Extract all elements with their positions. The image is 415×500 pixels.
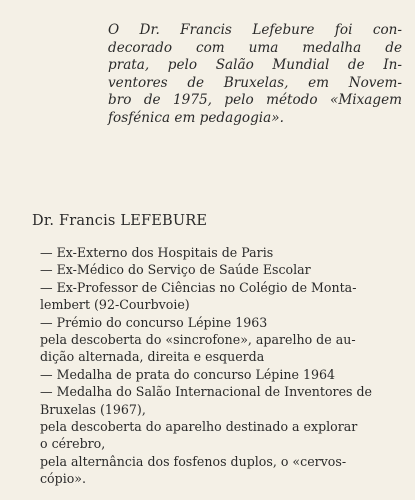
credentials-list	[40, 244, 402, 488]
credential-line: pela descoberta do aparelho destinado a explorar	[40, 419, 358, 435]
credential-line: cópio».	[40, 471, 87, 487]
credential-line: pela alternância dos fosfenos duplos, o «cervos-	[40, 453, 347, 469]
credential-line: dição alternada, direita e esquerda	[40, 349, 265, 365]
credential-line: pela descoberta do «sincrofone», aparelho de au-	[40, 332, 356, 348]
author-name: Dr. Francis LEFEBURE	[32, 213, 208, 229]
intro-line: prata, pelo Salão Mundial de In-	[108, 57, 402, 74]
credential-line: — Medalha de prata do concurso Lépine 1964	[40, 366, 335, 382]
credential-line: — Prémio do concurso Lépine 1963	[40, 314, 268, 330]
credential-line: — Ex-Professor de Ciências no Colégio de Monta-	[40, 279, 357, 295]
credential-line: — Ex-Externo dos Hospitais de Paris	[40, 245, 274, 260]
intro-line: decorado com uma medalha de	[108, 39, 402, 56]
intro-line: ventores de Bruxelas, em Novem-	[108, 74, 402, 91]
credential-line: lembert (92-Courbvoie)	[40, 297, 190, 313]
credential-line: Bruxelas (1967),	[40, 401, 146, 417]
credential-line: — Ex-Médico do Serviço de Saúde Escolar	[40, 262, 311, 278]
intro-line: O Dr. Francis Lefebure foi con-	[108, 22, 402, 38]
intro-line: fosfénica em pedagogia».	[108, 109, 284, 126]
credential-line: o cérebro,	[40, 436, 106, 452]
intro-paragraph	[108, 22, 402, 128]
credential-line: — Medalha do Salão Internacional de Inventores de	[40, 384, 373, 400]
intro-line: bro de 1975, pelo método «Mixagem	[108, 92, 402, 109]
